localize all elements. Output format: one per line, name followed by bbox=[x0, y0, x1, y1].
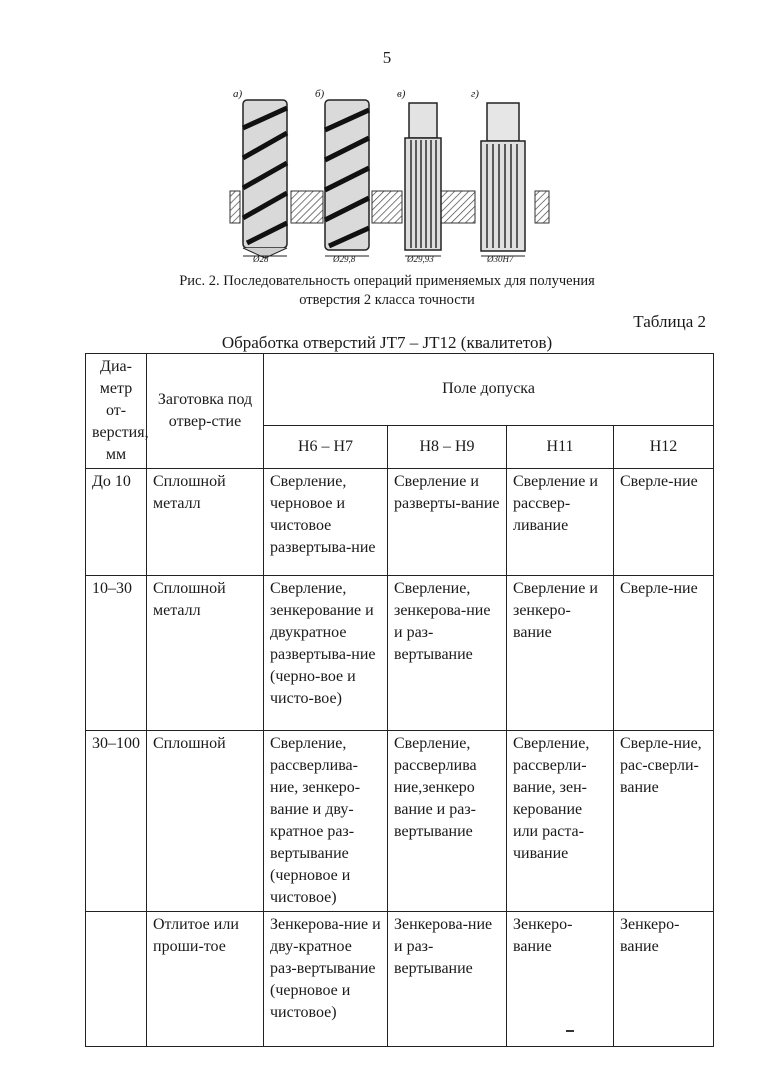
workpiece-section-bv bbox=[372, 191, 402, 223]
workpiece-section-ab bbox=[291, 191, 323, 223]
header-tolerance: Поле допуска bbox=[264, 354, 714, 426]
cell-h6-h7: Сверление, рассверлива-ние, зенкеро-вание и дву-кратное раз-вертывание (черновое и чистовое) bbox=[264, 731, 388, 912]
table-row bbox=[86, 731, 714, 912]
figure-label-v: в) bbox=[397, 88, 406, 100]
cell-h12: Сверле-ние, рас-сверли-вание bbox=[614, 731, 714, 912]
tool-sequence-figure bbox=[225, 88, 560, 268]
cell-h11: Сверление, рассверли-вание, зен-керование или раста-чивание bbox=[507, 731, 614, 912]
cell-h6-h7: Сверление, черновое и чистовое развертыва-ние bbox=[264, 469, 388, 576]
figure-label-b: б) bbox=[315, 88, 325, 100]
cell-diameter: До 10 bbox=[86, 469, 147, 576]
tools-drawing bbox=[225, 88, 560, 268]
cell-h12: Зенкеро-вание bbox=[614, 912, 714, 1047]
header-grade-h11: Н11 bbox=[507, 425, 614, 468]
figure-dim-g: Ø30H7 bbox=[487, 254, 514, 264]
cell-h8-h9: Сверление, рассверлива ние,зенкеро вание и раз-вертывание bbox=[388, 731, 507, 912]
cell-h8-h9: Сверление, зенкерова-ние и раз-вертывание bbox=[388, 576, 507, 731]
caption-line-2: отверстия 2 класса точности bbox=[299, 292, 475, 308]
table-label: Таблица 2 bbox=[633, 312, 706, 331]
cell-h11: Сверление и рассвер-ливание bbox=[507, 469, 614, 576]
cell-diameter: 30–100 bbox=[86, 731, 147, 912]
cell-h8-h9: Сверление и разверты-вание bbox=[388, 469, 507, 576]
header-row bbox=[86, 354, 714, 426]
page-number: 5 bbox=[382, 48, 392, 67]
figure-dim-b: Ø29,8 bbox=[333, 254, 356, 264]
table-row bbox=[86, 469, 714, 576]
reamer-g-icon bbox=[481, 103, 525, 251]
cell-h11: Зенкеро-вание bbox=[507, 912, 614, 1047]
table-row bbox=[86, 576, 714, 731]
cell-h6-h7: Сверление, зенкерование и двукратное развертыва-ние (черно-вое и чисто-вое) bbox=[264, 576, 388, 731]
workpiece-section-g-right bbox=[535, 191, 549, 223]
reamer-v-icon bbox=[405, 103, 441, 250]
cell-blank: Отлитое или проши-тое bbox=[147, 912, 264, 1047]
cell-diameter bbox=[86, 912, 147, 1047]
figure-caption bbox=[0, 272, 774, 310]
cell-diameter: 10–30 bbox=[86, 576, 147, 731]
cell-h6-h7: Зенкерова-ние и дву-кратное раз-вертывание (черновое и чистовое) bbox=[264, 912, 388, 1047]
drill-b-icon bbox=[325, 100, 369, 250]
figure-label-g: г) bbox=[471, 88, 479, 100]
header-grade-h8-h9: Н8 – Н9 bbox=[388, 425, 507, 468]
cell-blank: Сплошной металл bbox=[147, 469, 264, 576]
table-row bbox=[86, 912, 714, 1047]
header-grade-h12: Н12 bbox=[614, 425, 714, 468]
cell-h12: Сверле-ние bbox=[614, 469, 714, 576]
stray-dash bbox=[566, 1030, 574, 1032]
header-blank: Заготовка под отвер-стие bbox=[147, 354, 264, 469]
cell-blank: Сплошной металл bbox=[147, 576, 264, 731]
caption-line-1: Рис. 2. Последовательность операций применяемых для получения bbox=[179, 273, 595, 289]
cell-h12: Сверле-ние bbox=[614, 576, 714, 731]
figure-label-a: а) bbox=[233, 88, 243, 100]
cell-h11: Сверление и зенкеро-вание bbox=[507, 576, 614, 731]
cell-h8-h9: Зенкерова-ние и раз-вертывание bbox=[388, 912, 507, 1047]
figure-dim-a: Ø28 bbox=[253, 254, 269, 264]
header-grade-h6-h7: Н6 – Н7 bbox=[264, 425, 388, 468]
header-diameter: Диа-метр от-верстия, мм bbox=[86, 354, 147, 469]
figure-dim-v: Ø29,93 bbox=[407, 254, 434, 264]
machining-table bbox=[85, 353, 714, 1047]
workpiece-section-a-left bbox=[230, 191, 240, 223]
workpiece-section-vg bbox=[441, 191, 475, 223]
table-title: Обработка отверстий JT7 – JT12 (квалитетов) bbox=[221, 333, 553, 352]
cell-blank: Сплошной bbox=[147, 731, 264, 912]
drill-a-icon bbox=[243, 100, 287, 258]
